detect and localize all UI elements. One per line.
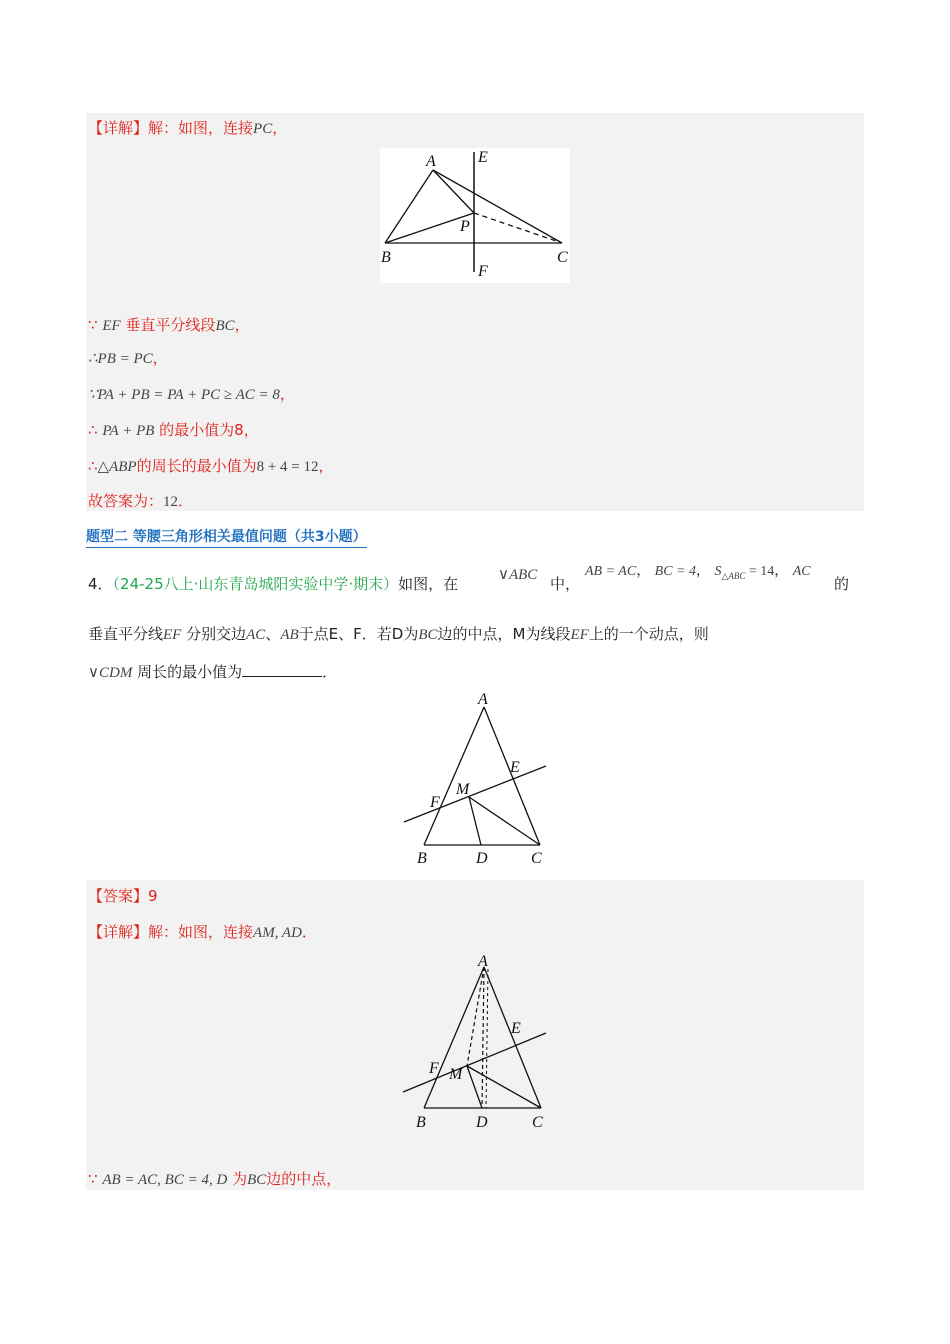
detail-line-1: 【详解】解：如图，连接PC， [88, 119, 288, 137]
fig1-label-f: F [478, 263, 488, 280]
figure-3-svg [400, 950, 550, 1132]
section-heading: 题型二 等腰三角形相关最值问题（共3小题） [86, 526, 367, 548]
figure-1-svg [380, 148, 570, 283]
figure-2-svg [400, 690, 550, 868]
solution-line-2: ∴PB = PC， [88, 349, 168, 367]
problem-4-line-1d: AB = AC， BC = 4， $S_{\triangle ABC} = 14$， AC [585, 563, 811, 581]
problem-4-line-1b: ∨ABC [498, 567, 538, 583]
problem-4-line-1c: 中， [550, 575, 581, 593]
answer-tag-line: 【答案】9 [88, 887, 158, 905]
fig3-label-m: M [449, 1066, 463, 1083]
fig3-label-a: A [478, 953, 488, 970]
solution-line-3: ∵PA + PB = PA + PC ≥ AC = 8， [88, 385, 295, 403]
problem-4-line-2: 垂直平分线EF 分别交边AC、AB于点E、F．若D为BC边的中点，M为线段EF上的一个动点，则 [88, 625, 709, 643]
fig3-label-b: B [416, 1114, 426, 1131]
solution-last-line: ∵ AB = AC, BC = 4, D 为BC边的中点， [88, 1170, 342, 1188]
fig1-label-p: P [460, 218, 470, 235]
fig2-label-m: M [456, 781, 470, 798]
fig3-label-f: F [429, 1060, 439, 1077]
fig1-label-a: A [426, 153, 436, 170]
problem-source: （24-25八上·山东青岛城阳实验中学·期末） [112, 575, 399, 593]
figure-3 [400, 950, 550, 1132]
solution-line-1: ∵ EF 垂直平分线段BC， [88, 316, 250, 334]
figure-1 [380, 148, 570, 283]
fig2-label-b: B [417, 850, 427, 867]
fig2-label-d: D [476, 850, 488, 867]
problem-4-line-1e: 的 [834, 575, 850, 593]
fig3-label-d: D [476, 1114, 488, 1131]
fig1-label-e: E [478, 149, 488, 166]
fig1-label-b: B [381, 249, 391, 266]
fig3-label-e: E [511, 1020, 521, 1037]
solution-line-4: ∴ PA + PB 的最小值为8， [88, 421, 259, 439]
detail-line-2: 【详解】解：如图，连接AM, AD． [88, 923, 317, 941]
fig2-label-c: C [531, 850, 542, 867]
fig2-label-f: F [430, 794, 440, 811]
fig2-label-e: E [510, 759, 520, 776]
answer-blank[interactable] [242, 662, 322, 677]
fig3-label-c: C [532, 1114, 543, 1131]
detail-tag: 【详解】 [88, 119, 149, 137]
figure-2 [400, 690, 550, 868]
fig1-label-c: C [557, 249, 568, 266]
answer-line: 故答案为：12． [88, 492, 194, 510]
solution-line-5: ∴△ABP的周长的最小值为8 + 4 = 12， [88, 457, 334, 475]
fig2-label-a: A [478, 691, 488, 708]
problem-4-line-1: 4．（24-25八上·山东青岛城阳实验中学·期末）如图，在 [88, 575, 459, 593]
problem-4-line-3: ∨CDM 周长的最小值为 ． [88, 663, 338, 681]
